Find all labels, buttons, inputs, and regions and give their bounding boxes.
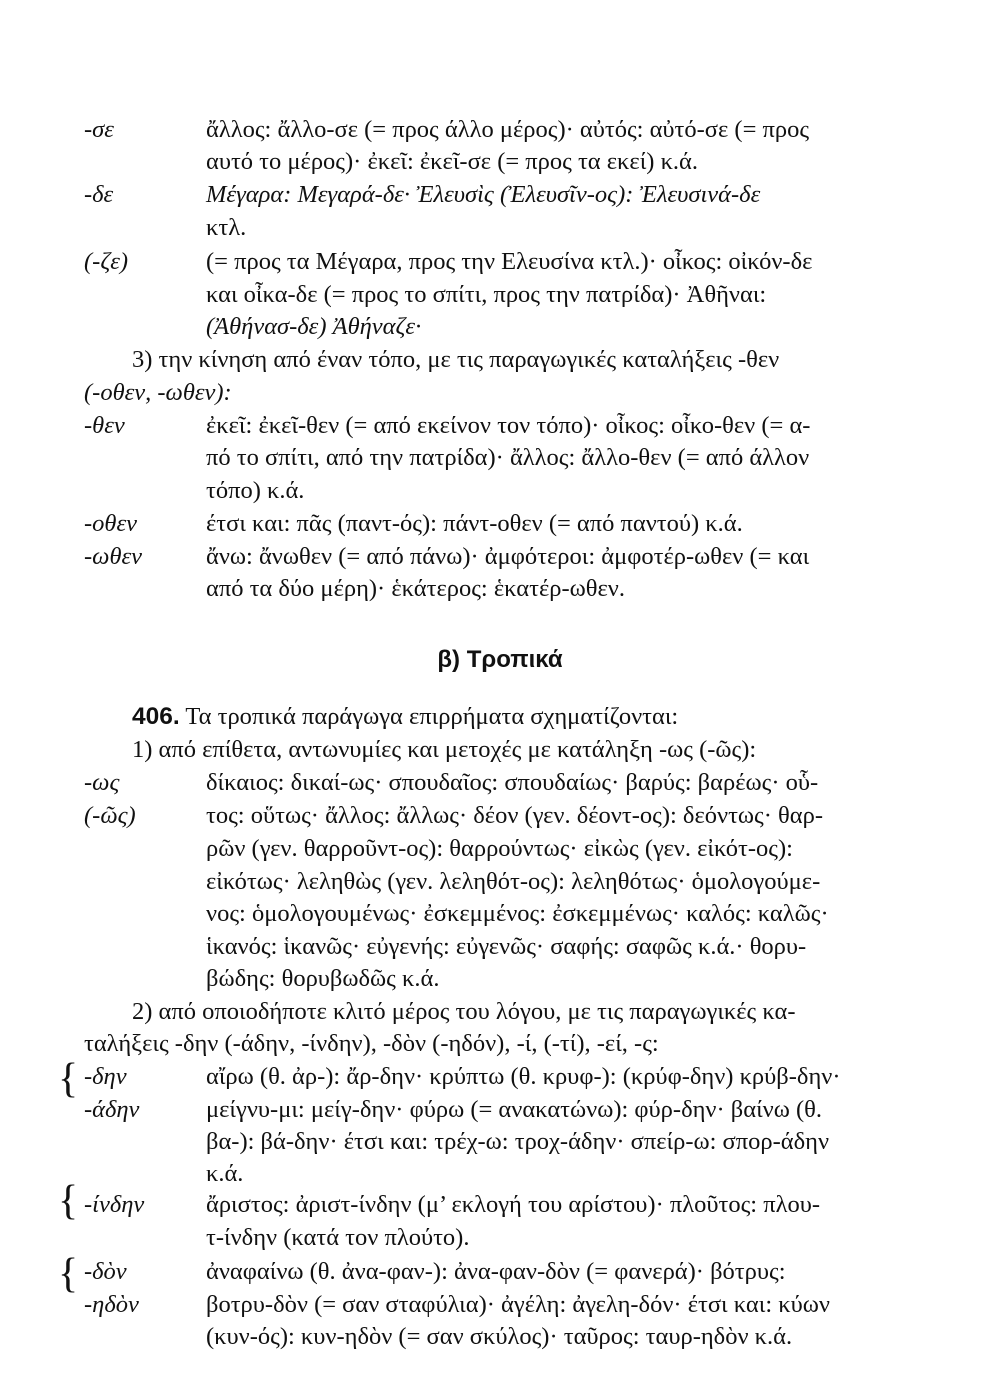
suffix-othen-omega-label: -ωθεν: [84, 543, 143, 570]
suffix-don-label: -δὸν: [84, 1258, 127, 1285]
text-line: δίκαιος: δικαί-ως· σπουδαῖος: σπουδαίως· βαρύς: βαρέως· οὗ-: [206, 769, 819, 796]
suffix-adhn-label: -άδην: [84, 1096, 140, 1123]
text-line: κτλ.: [206, 214, 247, 241]
text-line: και οἶκα-δε (= προς το σπίτι, προς την πατρίδα)· Ἀθῆναι:: [206, 281, 767, 308]
text-line: Τα τροπικά παράγωγα επιρρήματα σχηματίζονται:: [185, 703, 679, 730]
text-line: ἱκανός: ἱκανῶς· εὐγενής: εὐγενῶς· σαφής: σαφῶς κ.ά.· θορυ-: [206, 933, 807, 960]
text-line: έτσι και: πᾶς (παντ-ός): πάντ-οθεν (= από παντού) κ.ά.: [206, 510, 743, 537]
text-line: εἰκότως· λεληθὼς (γεν. λεληθότ-ος): λεληθότως· ὁμολογούμε-: [206, 868, 821, 895]
text-line: 3) την κίνηση από έναν τόπο, με τις παραγωγικές καταλήξεις -θεν: [132, 346, 780, 373]
text-line: (-οθεν, -ωθεν):: [84, 379, 232, 406]
text-line: βώδης: θορυβωδῶς κ.ά.: [206, 965, 440, 992]
suffix-indhn-label: -ίνδην: [84, 1191, 145, 1218]
text-line: (= προς τα Μέγαρα, προς την Ελευσίνα κτλ.)· οἶκος: οἰκόν-δε: [206, 248, 813, 275]
suffix-ze-label: (-ζε): [84, 248, 129, 275]
suffix-os-label: -ως: [84, 769, 120, 796]
paragraph-number: 406.: [132, 703, 180, 730]
text-line: ρῶν (γεν. θαρροῦντ-ος): θαρρούντως· εἰκὼς (γεν. εἰκότ-ος):: [206, 835, 793, 862]
suffix-de-label: -δε: [84, 181, 114, 208]
suffix-then-label: -θεν: [84, 412, 125, 439]
paragraph-406: [132, 703, 930, 731]
text-line: Μέγαρα: Μεγαρά-δε· Ἐλευσὶς (Ἐλευσῖν-ος): Ἐλευσινά-δε: [206, 181, 761, 208]
text-line: ἀναφαίνω (θ. ἀνα-φαν-): ἀνα-φαν-δὸν (= φανερά)· βότρυς:: [206, 1258, 786, 1285]
suffix-idon-label: -ηδὸν: [84, 1291, 139, 1318]
brace-group-indhn: {: [58, 1178, 79, 1224]
brace-group-dhn: {: [58, 1056, 79, 1102]
text-line: από τα δύο μέρη)· ἑκάτερος: ἑκατέρ-ωθεν.: [206, 575, 625, 602]
text-line: τος: οὕτως· ἄλλος: ἄλλως· δέον (γεν. δέοντ-ος): δεόντως· θαρ-: [206, 802, 823, 829]
text-line: ἄνω: ἄνωθεν (= από πάνω)· ἀμφότεροι: ἀμφοτέρ-ωθεν (= και: [206, 543, 810, 570]
suffix-os-accent-label: (-ῶς): [84, 802, 136, 829]
text-line: 1) από επίθετα, αντωνυμίες και μετοχές με κατάληξη -ως (-ῶς):: [132, 736, 757, 763]
text-line: ἄλλος: ἄλλο-σε (= προς άλλο μέρος)· αὐτός: αὐτό-σε (= προς: [206, 116, 810, 143]
text-line: ἐκεῖ: ἐκεῖ-θεν (= από εκείνον τον τόπο)· οἶκος: οἶκο-θεν (= α-: [206, 412, 811, 439]
text-line: 2) από οποιοδήποτε κλιτό μέρος του λόγου, με τις παραγωγικές κα-: [132, 998, 796, 1025]
text-line: τόπο) κ.ά.: [206, 477, 305, 504]
text-line: βα-): βά-δην· έτσι και: τρέχ-ω: τροχ-άδην· σπείρ-ω: σπορ-άδην: [206, 1128, 830, 1155]
suffix-dhn-label: -δην: [84, 1063, 127, 1090]
text-line: αυτό το μέρος)· ἐκεῖ: ἐκεῖ-σε (= προς τα εκεί) κ.ά.: [206, 148, 698, 175]
text-line: (Ἀθήνασ-δε) Ἀθήναζε·: [206, 313, 422, 340]
text-line: τ-ίνδην (κατά τον πλούτο).: [206, 1224, 470, 1251]
suffix-se-label: -σε: [84, 116, 114, 143]
text-line: αἴρω (θ. ἀρ-): ἄρ-δην· κρύπτω (θ. κρυφ-): (κρύφ-δην) κρύβ-δην·: [206, 1063, 841, 1090]
text-line: (κυν-ός): κυν-ηδὸν (= σαν σκύλος)· ταῦρος: ταυρ-ηδὸν κ.ά.: [206, 1323, 793, 1350]
suffix-othen-label: -οθεν: [84, 510, 137, 537]
text-line: νος: ὁμολογουμένως· ἐσκεμμένος: ἐσκεμμένως· καλός: καλῶς·: [206, 900, 829, 927]
section-heading: β) Τροπικά: [437, 646, 563, 673]
text-line: βοτρυ-δὸν (= σαν σταφύλια)· ἀγέλη: ἀγελη-δόν· έτσι και: κύων: [206, 1291, 830, 1318]
text-line: κ.ά.: [206, 1160, 244, 1187]
text-line: ταλήξεις -δην (-άδην, -ίνδην), -δὸν (-ηδόν), -ί, (-τί), -εί, -ς:: [84, 1030, 659, 1057]
text-line: ἄριστος: ἀριστ-ίνδην (μ’ εκλογή του αρίστου)· πλοῦτος: πλου-: [206, 1191, 820, 1218]
brace-group-don: {: [58, 1251, 79, 1297]
text-line: μείγνυ-μι: μείγ-δην· φύρω (= ανακατώνω): φύρ-δην· βαίνω (θ.: [206, 1096, 823, 1123]
text-line: πό το σπίτι, από την πατρίδα)· ἄλλος: ἄλλο-θεν (= από άλλον: [206, 444, 810, 471]
